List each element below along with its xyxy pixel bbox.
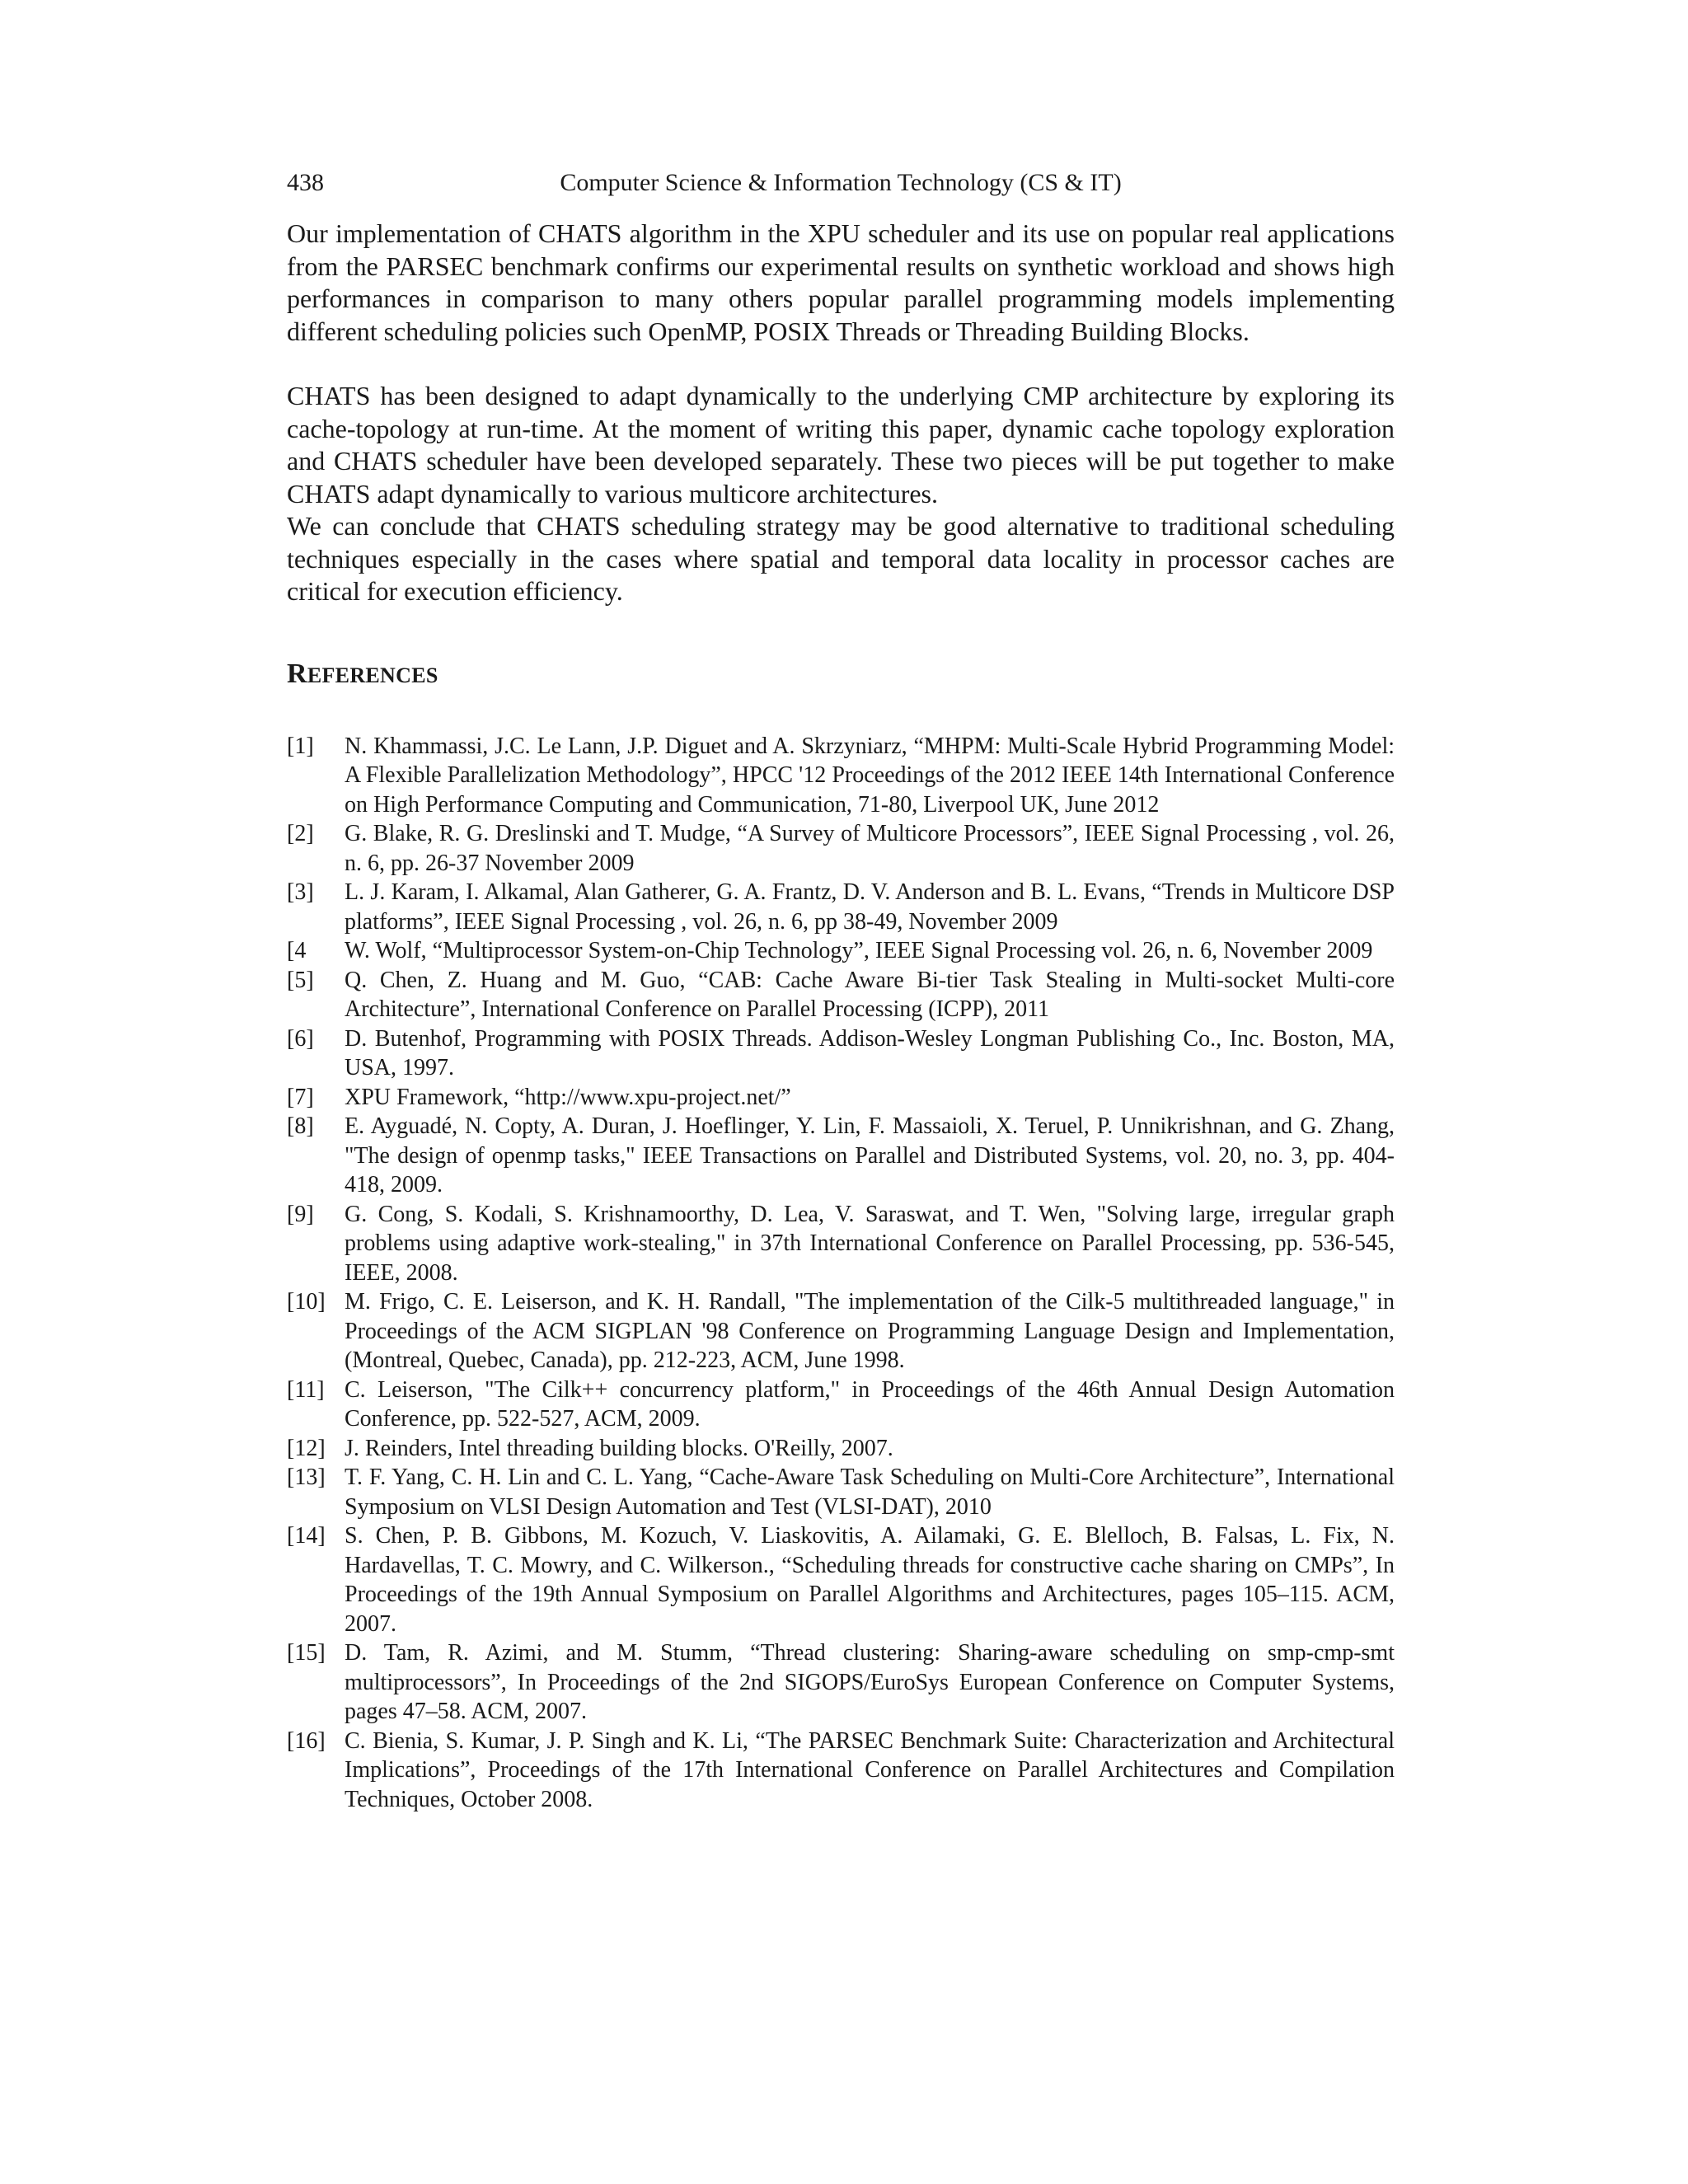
reference-text: S. Chen, P. B. Gibbons, M. Kozuch, V. Liaskovitis, A. Ailamaki, G. E. Blelloch, B. Falsas, L. Fix, N. Hardavellas, T. C. Mowry, and C. Wilkerson., “Scheduling threads for constructive cache sharing on CMPs”, In Proceedings of the 19th Annual Symposium on Parallel Algorithms and Architectures, pages 105–115. ACM, 2007.	[345, 1523, 1395, 1637]
reference-text: D. Tam, R. Azimi, and M. Stumm, “Thread clustering: Sharing-aware scheduling on smp-cmp-smt multiprocessors”, In Proceedings of the 2nd SIGOPS/EuroSys European Conference on Computer Systems, pages 47–58. ACM, 2007.	[345, 1640, 1395, 1724]
reference-label: [8]	[287, 1113, 314, 1139]
reference-item	[287, 1200, 1395, 1288]
reference-label: [7]	[287, 1084, 314, 1110]
reference-label: [5]	[287, 967, 314, 993]
reference-text: W. Wolf, “Multiprocessor System-on-Chip Technology”, IEEE Signal Processing vol. 26, n. 6, November 2009	[345, 938, 1373, 963]
paragraph-adaptation: CHATS has been designed to adapt dynamically to the underlying CMP architecture by exploring its cache-topology at run-time. At the moment of writing this paper, dynamic cache topology exploration and CHATS scheduler have been developed separately. These two pieces will be put together to make CHATS adapt dynamically to various multicore architectures.	[287, 381, 1395, 509]
reference-label: [13]	[287, 1465, 326, 1490]
reference-text: M. Frigo, C. E. Leiserson, and K. H. Randall, "The implementation of the Cilk-5 multithreaded language," in Proceedings of the ACM SIGPLAN '98 Conference on Programming Language Design and Implementation, (Montreal, Quebec, Canada), pp. 212-223, ACM, June 1998.	[345, 1289, 1395, 1373]
reference-label: [9]	[287, 1201, 314, 1227]
paragraph-conclusion: We can conclude that CHATS scheduling strategy may be good alternative to traditional scheduling techniques especially in the cases where spatial and temporal data locality in processor caches are critical for execution efficiency.	[287, 511, 1395, 606]
reference-text: J. Reinders, Intel threading building blocks. O'Reilly, 2007.	[345, 1435, 893, 1461]
paper-page	[287, 165, 1395, 1814]
running-title: Computer Science & Information Technology (CS & IT)	[560, 169, 1122, 196]
reference-item	[287, 1434, 1395, 1464]
references-heading	[287, 656, 1395, 694]
reference-label: [10]	[287, 1289, 326, 1315]
reference-label: [14]	[287, 1523, 326, 1549]
reference-item	[287, 819, 1395, 878]
reference-label: [15]	[287, 1640, 326, 1666]
reference-label: [12]	[287, 1435, 326, 1461]
reference-text: L. J. Karam, I. Alkamal, Alan Gatherer, G. A. Frantz, D. V. Anderson and B. L. Evans, “Trends in Multicore DSP platforms”, IEEE Signal Processing , vol. 26, n. 6, pp 38-49, November 2009	[345, 879, 1395, 935]
reference-text: G. Blake, R. G. Dreslinski and T. Mudge, “A Survey of Multicore Processors”, IEEE Signal Processing , vol. 26, n. 6, pp. 26-37 November 2009	[345, 821, 1395, 876]
reference-text: C. Leiserson, "The Cilk++ concurrency platform," in Proceedings of the 46th Annual Design Automation Conference, pp. 522-527, ACM, 2009.	[345, 1376, 1395, 1432]
reference-text: T. F. Yang, C. H. Lin and C. L. Yang, “Cache-Aware Task Scheduling on Multi-Core Architecture”, International Symposium on VLSI Design Automation and Test (VLSI-DAT), 2010	[345, 1465, 1395, 1520]
reference-item	[287, 1727, 1395, 1815]
references-heading-initial: R	[287, 658, 307, 689]
reference-item	[287, 1638, 1395, 1727]
reference-item	[287, 1287, 1395, 1376]
page-header	[287, 165, 1395, 201]
reference-item	[287, 966, 1395, 1024]
paragraph-implementation: Our implementation of CHATS algorithm in the XPU scheduler and its use on popular real applications from the PARSEC benchmark confirms our experimental results on synthetic workload and shows high performances in comparison to many others popular parallel programming models implementing different scheduling policies such OpenMP, POSIX Threads or Threading Building Blocks.	[287, 218, 1395, 346]
reference-text: D. Butenhof, Programming with POSIX Threads. Addison-Wesley Longman Publishing Co., Inc. Boston, MA, USA, 1997.	[345, 1025, 1395, 1080]
reference-item	[287, 1376, 1395, 1434]
reference-label: [2]	[287, 821, 314, 846]
reference-item	[287, 1024, 1395, 1083]
reference-label: [11]	[287, 1376, 325, 1403]
reference-text: XPU Framework, “http://www.xpu-project.net/”	[345, 1084, 791, 1110]
references-heading-rest: EFERENCES	[307, 663, 438, 687]
reference-item	[287, 1463, 1395, 1521]
reference-label: [4	[287, 938, 307, 963]
reference-label: [6]	[287, 1025, 314, 1052]
reference-text: N. Khammassi, J.C. Le Lann, J.P. Diguet and A. Skrzyniarz, “MHPM: Multi-Scale Hybrid Programming Model: A Flexible Parallelization Methodology”, HPCC '12 Proceedings of the 2012 IEEE 14th International Conference on High Performance Computing and Communication, 71-80, Liverpool UK, June 2012	[345, 733, 1395, 818]
reference-item	[287, 878, 1395, 936]
reference-list	[287, 732, 1395, 1815]
reference-text: G. Cong, S. Kodali, S. Krishnamoorthy, D. Lea, V. Saraswat, and T. Wen, "Solving large, irregular graph problems using adaptive work-stealing," in 37th International Conference on Parallel Processing, pp. 536-545, IEEE, 2008.	[345, 1201, 1395, 1286]
reference-item	[287, 936, 1395, 966]
reference-item	[287, 732, 1395, 820]
reference-item	[287, 1521, 1395, 1638]
reference-item	[287, 1112, 1395, 1200]
reference-label: [3]	[287, 879, 314, 905]
reference-text: E. Ayguadé, N. Copty, A. Duran, J. Hoeflinger, Y. Lin, F. Massaioli, X. Teruel, P. Unnikrishnan, and G. Zhang, "The design of openmp tasks," IEEE Transactions on Parallel and Distributed Systems, vol. 20, no. 3, pp. 404-418, 2009.	[345, 1113, 1395, 1197]
reference-label: [16]	[287, 1727, 326, 1754]
reference-label: [1]	[287, 733, 314, 759]
reference-text: Q. Chen, Z. Huang and M. Guo, “CAB: Cache Aware Bi-tier Task Stealing in Multi-socket Multi-core Architecture”, International Conference on Parallel Processing (ICPP), 2011	[345, 967, 1395, 1022]
reference-item	[287, 1083, 1395, 1113]
reference-text: C. Bienia, S. Kumar, J. P. Singh and K. Li, “The PARSEC Benchmark Suite: Characterization and Architectural Implications”, Proceedings of the 17th International Conference on Parallel Architectures and Compilation Techniques, October 2008.	[345, 1727, 1395, 1812]
page-number: 438	[287, 169, 324, 196]
